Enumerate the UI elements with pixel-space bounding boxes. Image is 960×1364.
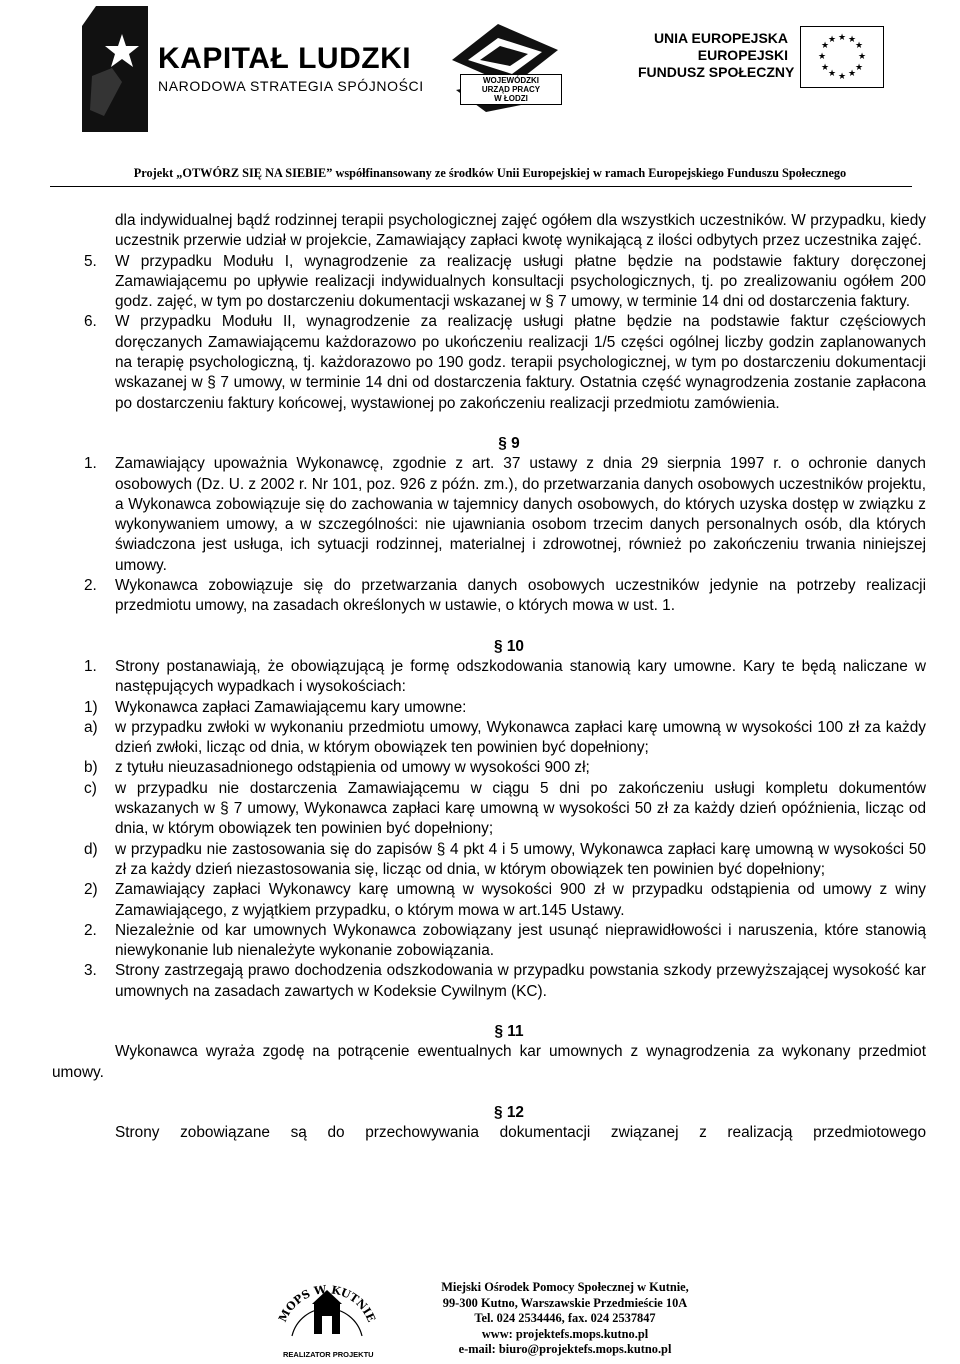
list-marker: 1)	[84, 698, 98, 716]
svg-text:★: ★	[847, 35, 857, 45]
svg-text:★: ★	[854, 63, 864, 73]
list-item	[52, 576, 926, 617]
list-item	[52, 840, 926, 881]
list-item-6	[52, 312, 926, 413]
spacer	[52, 617, 926, 637]
svg-text:★: ★	[817, 52, 827, 62]
section-heading-12: § 12	[494, 1103, 524, 1121]
list-text: z tytułu nieuzasadnionego odstąpienia od umowy w wysokości 900 zł;	[115, 759, 590, 777]
svg-text:★: ★	[827, 69, 837, 79]
svg-text:★: ★	[854, 41, 864, 51]
footer-address-line: 99-300 Kutno, Warszawskie Przedmieście 10A	[442, 1295, 688, 1310]
list-text: Strony postanawiają, że obowiązującą je formę odszkodowania stanowią kary umowne. Kary te będą naliczane w następujących wypadkach i wysokościach:	[115, 657, 926, 696]
svg-text:★: ★	[820, 63, 830, 73]
page-header	[0, 0, 960, 190]
list-text: Strony zastrzegają prawo dochodzenia odszkodowania w przypadku powstania szkody przewyższającej wysokość kar umownych na zasadach zawartych w Kodeksie Cywilnym (KC).	[115, 962, 926, 1000]
list-marker: 2.	[84, 921, 97, 939]
list-marker: 1.	[84, 455, 97, 473]
header-divider	[50, 186, 912, 187]
list-marker: 6.	[84, 313, 97, 331]
list-marker: c)	[84, 779, 97, 797]
intro-paragraph: dla indywidualnej bądź rodzinnej terapii psychologicznej zajęć ogółem dla wszystkich uczestników. W przypadku, kiedy uczestnik przerwie udział w projekcie, Zamawiający zapłaci kwotę wynikającą z ilości odbytych przez uczestnika zajęć.	[115, 212, 926, 250]
list-text: W przypadku Modułu I, wynagrodzenie za realizację usługi płatne będzie na podstawie faktury doręczonej Zamawiającemu po upływie realizacji indywidualnych konsultacji psychologicznych, tj. po zrealizowaniu ogółem 200 godz. zajęć, w tym po dostarczeniu dokumentacji wskazanej w § 7 umowy, w terminie 14 dni od dostarczenia faktury.	[115, 252, 926, 311]
wup-lodz-logo	[446, 20, 566, 132]
svg-text:★: ★	[857, 52, 867, 62]
kapital-ludzki-logo	[82, 6, 424, 136]
list-item	[52, 657, 926, 698]
spacer	[52, 1002, 926, 1022]
section-heading-11: § 11	[494, 1022, 524, 1040]
list-text: Zamawiający zapłaci Wykonawcy karę umowną w wysokości 900 zł w przypadku odstąpienia od umowy z winy Zamawiającego, z wyjątkiem przypadku, o którym mowa w art.145 Ustawy.	[115, 881, 926, 919]
list-item	[52, 961, 926, 1002]
svg-text:★: ★	[827, 35, 837, 45]
footer-address-line: Miejski Ośrodek Pomocy Społecznej w Kutnie,	[441, 1280, 689, 1294]
wup-line: WOJEWÓDZKI	[483, 76, 539, 85]
spacer	[52, 1083, 926, 1103]
list-item	[52, 921, 926, 962]
list-marker: d)	[84, 840, 98, 858]
section-12-paragraph: Strony zobowiązane są do przechowywania dokumentacji związanej z realizacją przedmiotowego	[115, 1124, 926, 1142]
wup-line: URZĄD PRACY	[481, 85, 541, 94]
page-footer	[0, 1256, 960, 1364]
svg-text:★: ★	[820, 41, 830, 51]
list-marker: a)	[84, 718, 98, 736]
mops-emblem-icon	[272, 1266, 382, 1352]
mops-logo-text: MOPS W KUTNIE	[276, 1282, 378, 1325]
list-item	[52, 779, 926, 840]
kapital-ludzki-subtitle: NARODOWA STRATEGIA SPÓJNOŚCI	[158, 78, 424, 94]
footer-address	[400, 1280, 730, 1358]
list-text: Niezależnie od kar umownych Wykonawca zobowiązany jest usunąć nieprawidłowości i naruszenia, które stanowią niewykonanie lub nienależyte wykonanie zobowiązania.	[115, 921, 926, 960]
wup-lodz-text	[460, 74, 562, 105]
list-text: w przypadku nie dostarczenia Zamawiającemu w ciągu 5 dni po zakończeniu usługi kompletu dokumentów wskazanych w § 7 umowy, Wykonawca zapłaci karę umowną w wysokości 50 zł za każdy dzień opóźnienia, licząc od dnia, w którym obowiązek ten powinien być dopełniony;	[115, 779, 926, 838]
footer-address-line: www: projektefs.mops.kutno.pl	[481, 1326, 649, 1341]
list-marker: 3.	[84, 962, 97, 980]
list-text: W przypadku Modułu II, wynagrodzenie za realizację usługi płatne będzie na podstawie faktur częściowych doręczanych Zamawiającemu każdorazowo po ukończeniu realizacji 1/5 części ogólnej liczby godzin zaplanowanych na terapię psychologiczną, tj. każdorazowo po 190 godz. terapii psychologicznej, w tym po dostarczeniu dokumentacji wskazanej w § 7 umowy, w terminie 14 dni od dostarczenia faktury. Ostatnia część wynagrodzenia zostanie zapłacona po dostarczeniu faktury końcowej, wystawionej po zakończeniu realizacji przedmiotu zamówienia.	[115, 313, 926, 412]
list-item	[52, 718, 926, 759]
eu-efs-logo	[638, 20, 898, 100]
list-marker: 2.	[84, 577, 97, 595]
svg-text:★: ★	[837, 72, 847, 82]
list-item	[52, 454, 926, 576]
eu-line: EUROPEJSKI	[697, 47, 788, 63]
list-item	[52, 880, 926, 921]
list-text: Zamawiający upoważnia Wykonawcę, zgodnie z art. 37 ustawy z dnia 29 sierpnia 1997 r. o ochronie danych osobowych (Dz. U. z 2002 r. Nr 101, poz. 926 z późn. zm.), do przetwarzania danych osobowych uczestników projektu, a Wykonawca zobowiązuje się do zachowania w tajemnicy danych osobowych, do których uzyska dostęp w związku z wykonywaniem umowy, a w szczególności: nie ujawniania osobom trzecim danych personalnych osób, dla których świadczona jest usługa, ich sytuacji rodzinnej, materialnej i zdrowotnej, również po zakończeniu trwania niniejszej umowy.	[115, 455, 926, 574]
wup-line: W ŁODZI	[494, 94, 528, 103]
project-cofinancing-line: Projekt „OTWÓRZ SIĘ NA SIEBIE” współfinansowany ze środków Unii Europejskiej w ramach Europejskiego Funduszu Społecznego	[133, 166, 847, 180]
list-marker: 1.	[84, 657, 97, 675]
spacer	[52, 414, 926, 434]
list-text: Wykonawca zapłaci Zamawiającemu kary umowne:	[115, 698, 467, 716]
eu-line: UNIA EUROPEJSKA	[653, 30, 788, 46]
list-item-5	[52, 252, 926, 313]
footer-address-line: e-mail: biuro@projektefs.mops.kutno.pl	[458, 1342, 672, 1357]
eu-flag-icon	[800, 26, 884, 88]
kapital-ludzki-title: KAPITAŁ LUDZKI	[158, 42, 412, 75]
svg-text:★: ★	[847, 69, 857, 79]
contract-body	[52, 211, 926, 1143]
svg-text:★: ★	[837, 33, 847, 43]
list-marker: 2)	[84, 881, 98, 899]
mops-logo-caption: REALIZATOR PROJEKTU	[283, 1350, 374, 1359]
eu-line: FUNDUSZ SPOŁECZNY	[638, 64, 795, 80]
list-marker: 5.	[84, 252, 97, 270]
list-text: w przypadku nie zastosowania się do zapisów § 4 pkt 4 i 5 umowy, Wykonawca zapłaci karę umowną w wysokości 50 zł za każdy dzień niezastosowania się, licząc od dnia, w którym obowiązek ten powinien być dopełniony;	[115, 840, 926, 878]
list-marker: b)	[84, 759, 98, 777]
list-text: Wykonawca zobowiązuje się do przetwarzania danych osobowych uczestników jedynie na potrzeby realizacji przedmiotu umowy, na zasadach określonych w ustawie, o których mowa w ust. 1.	[115, 577, 926, 615]
kapital-ludzki-mark-icon	[82, 6, 148, 132]
footer-address-line: Tel. 024 2534446, fax. 024 2537847	[474, 1311, 656, 1326]
eu-efs-text	[638, 30, 795, 81]
list-text: w przypadku zwłoki w wykonaniu przedmiotu umowy, Wykonawca zapłaci karę umowną w wysokości 100 zł za każdy dzień zwłoki, licząc od dnia, w którym obowiązek ten powinien być dopełniony;	[115, 718, 926, 757]
list-item	[52, 698, 926, 718]
section-heading-10: § 10	[494, 637, 524, 655]
list-item	[52, 758, 926, 778]
section-11-paragraph: Wykonawca wyraża zgodę na potrącenie ewentualnych kar umownych z wynagrodzenia za wykonany przedmiot umowy.	[52, 1043, 926, 1081]
section-heading-9: § 9	[498, 434, 520, 452]
